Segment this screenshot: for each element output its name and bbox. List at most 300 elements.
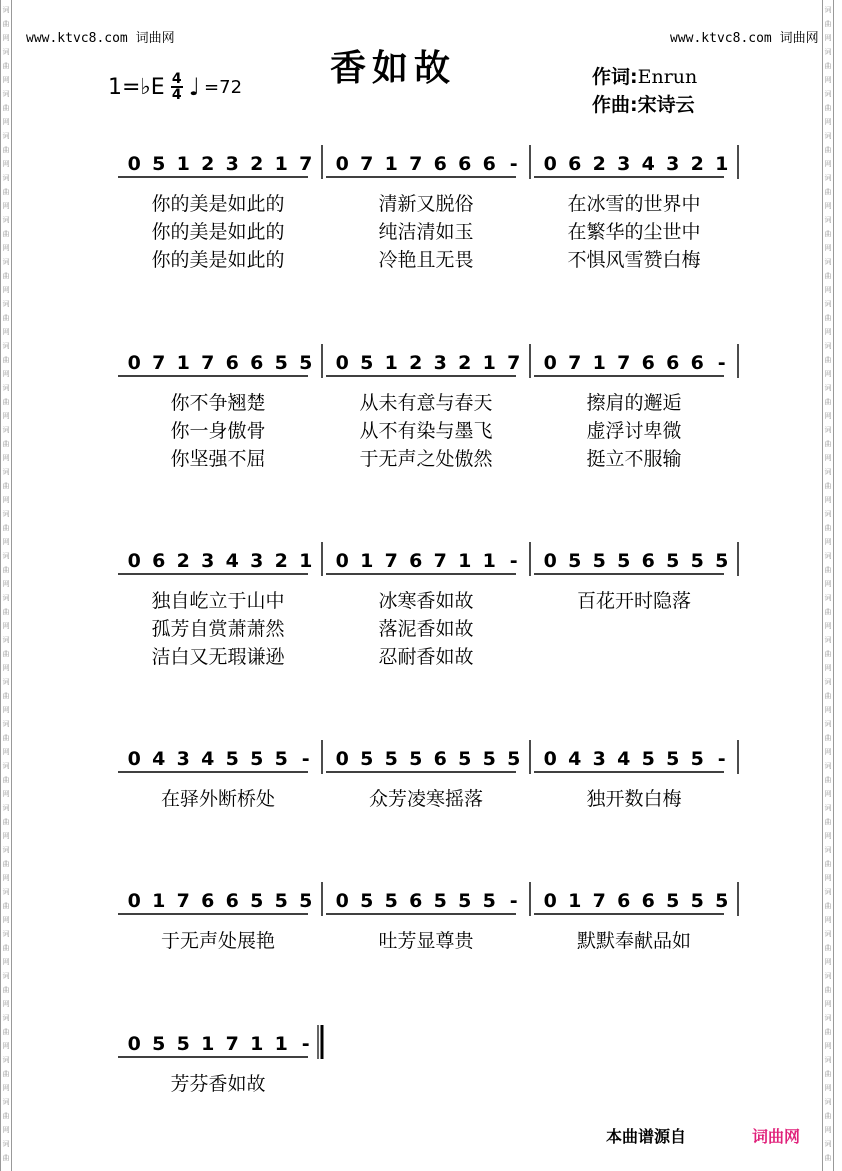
note: 6 bbox=[482, 153, 496, 175]
note: 5 bbox=[482, 890, 496, 912]
lyric-line: 你的美是如此的 bbox=[151, 221, 285, 243]
lyric-line: 在繁华的尘世中 bbox=[567, 221, 701, 243]
lyric-line: 虚浮讨卑微 bbox=[586, 420, 682, 442]
lyric-line: 挺立不服输 bbox=[586, 448, 682, 470]
note: 0 bbox=[127, 352, 141, 374]
watermark-char: 词 bbox=[2, 846, 10, 854]
note: 5 bbox=[250, 890, 264, 912]
watermark-char: 词 bbox=[2, 804, 10, 812]
note: 1 bbox=[299, 550, 313, 572]
watermark-char: 曲 bbox=[2, 482, 10, 490]
note: 5 bbox=[384, 890, 398, 912]
watermark-char: 网 bbox=[824, 706, 832, 714]
watermark-char: 曲 bbox=[824, 1028, 832, 1036]
watermark-char: 网 bbox=[824, 202, 832, 210]
watermark-char: 网 bbox=[824, 748, 832, 756]
watermark-char: 词 bbox=[824, 1098, 832, 1106]
watermark-char: 词 bbox=[824, 636, 832, 644]
watermark-char: 曲 bbox=[824, 944, 832, 952]
note: 2 bbox=[690, 153, 704, 175]
note: 1 bbox=[274, 1033, 288, 1055]
lyricist-label: 作词: bbox=[592, 66, 638, 88]
watermark-char: 词 bbox=[824, 132, 832, 140]
watermark-char: 曲 bbox=[2, 650, 10, 658]
watermark-char: 网 bbox=[2, 664, 10, 672]
tempo-value: =72 bbox=[204, 76, 243, 98]
watermark-char: 曲 bbox=[824, 440, 832, 448]
watermark-char: 曲 bbox=[824, 188, 832, 196]
watermark-char: 网 bbox=[824, 412, 832, 420]
note: 5 bbox=[458, 890, 472, 912]
note: 0 bbox=[127, 748, 141, 770]
watermark-char: 词 bbox=[824, 90, 832, 98]
note: 1 bbox=[458, 550, 472, 572]
watermark-char: 词 bbox=[2, 972, 10, 980]
watermark-char: 网 bbox=[824, 538, 832, 546]
watermark-char: 曲 bbox=[824, 356, 832, 364]
note: 6 bbox=[409, 550, 423, 572]
note: 5 bbox=[715, 550, 729, 572]
note: 1 bbox=[176, 153, 190, 175]
note: 4 bbox=[568, 748, 582, 770]
watermark-char: 网 bbox=[2, 832, 10, 840]
note: 5 bbox=[360, 890, 374, 912]
lyric-line: 独自屹立于山中 bbox=[151, 590, 285, 612]
site-url-right[interactable]: www.ktvc8.com 词曲网 bbox=[670, 31, 819, 46]
lyric-line: 你的美是如此的 bbox=[151, 249, 285, 271]
watermark-char: 词 bbox=[2, 90, 10, 98]
watermark-char: 词 bbox=[824, 972, 832, 980]
watermark-char: 网 bbox=[824, 958, 832, 966]
watermark-char: 词 bbox=[824, 1140, 832, 1148]
lyric-line: 你的美是如此的 bbox=[151, 193, 285, 215]
note: 2 bbox=[176, 550, 190, 572]
watermark-char: 词 bbox=[2, 342, 10, 350]
note: 5 bbox=[225, 748, 239, 770]
watermark-char: 曲 bbox=[2, 104, 10, 112]
lyric-line: 众芳凌寒摇落 bbox=[368, 788, 484, 810]
lyricist-name: Enrun bbox=[637, 66, 698, 88]
lyric-line: 不惧风雪赞白梅 bbox=[567, 249, 701, 271]
watermark-char: 网 bbox=[2, 202, 10, 210]
watermark-char: 曲 bbox=[824, 902, 832, 910]
composer-label: 作曲: bbox=[592, 94, 638, 116]
note: 1 bbox=[360, 550, 374, 572]
lyric-line: 百花开时隐落 bbox=[576, 590, 692, 612]
watermark-char: 曲 bbox=[2, 1070, 10, 1078]
watermark-char: 词 bbox=[824, 48, 832, 56]
lyric-line: 孤芳自赏萧萧然 bbox=[151, 618, 285, 640]
watermark-char: 曲 bbox=[2, 566, 10, 574]
watermark-char: 词 bbox=[2, 174, 10, 182]
note: 6 bbox=[409, 890, 423, 912]
note: 2 bbox=[250, 153, 264, 175]
lyric-line: 洁白又无瑕谦逊 bbox=[151, 646, 285, 668]
note: 1 bbox=[176, 352, 190, 374]
note: 4 bbox=[617, 748, 631, 770]
watermark-char: 曲 bbox=[2, 20, 10, 28]
note: 5 bbox=[274, 352, 288, 374]
watermark-char: 网 bbox=[824, 118, 832, 126]
note: 3 bbox=[666, 153, 680, 175]
note: - bbox=[717, 352, 726, 374]
note: 0 bbox=[543, 153, 557, 175]
note: - bbox=[301, 748, 310, 770]
lyric-line: 在驿外断桥处 bbox=[160, 788, 276, 810]
watermark-char: 网 bbox=[2, 34, 10, 42]
site-url-left[interactable]: www.ktvc8.com 词曲网 bbox=[26, 31, 175, 46]
note: 6 bbox=[568, 153, 582, 175]
note: 4 bbox=[641, 153, 655, 175]
note: 7 bbox=[592, 890, 606, 912]
watermark-char: 曲 bbox=[824, 482, 832, 490]
watermark-char: 曲 bbox=[2, 902, 10, 910]
watermark-char: 词 bbox=[2, 426, 10, 434]
watermark-char: 词 bbox=[2, 720, 10, 728]
note: 5 bbox=[384, 748, 398, 770]
note: 5 bbox=[152, 153, 166, 175]
watermark-char: 网 bbox=[824, 622, 832, 630]
note: 6 bbox=[225, 890, 239, 912]
note: 5 bbox=[690, 890, 704, 912]
note: 1 bbox=[274, 153, 288, 175]
watermark-char: 词 bbox=[2, 132, 10, 140]
note: 7 bbox=[225, 1033, 239, 1055]
watermark-char: 词 bbox=[824, 216, 832, 224]
watermark-char: 网 bbox=[824, 1042, 832, 1050]
note: 7 bbox=[176, 890, 190, 912]
watermark-char: 网 bbox=[2, 538, 10, 546]
watermark-char: 曲 bbox=[2, 230, 10, 238]
lyric-line: 清新又脱俗 bbox=[378, 193, 474, 215]
note: 6 bbox=[641, 890, 655, 912]
watermark-char: 词 bbox=[824, 1056, 832, 1064]
watermark-char: 词 bbox=[2, 6, 10, 14]
watermark-char: 曲 bbox=[824, 734, 832, 742]
note: 7 bbox=[568, 352, 582, 374]
note: 5 bbox=[617, 550, 631, 572]
watermark-char: 词 bbox=[824, 510, 832, 518]
note: 0 bbox=[127, 890, 141, 912]
watermark-char: 词 bbox=[2, 594, 10, 602]
watermark-char: 网 bbox=[2, 118, 10, 126]
watermark-char: 曲 bbox=[2, 1028, 10, 1036]
watermark-char: 词 bbox=[824, 258, 832, 266]
watermark-char: 词 bbox=[2, 762, 10, 770]
note: 0 bbox=[543, 890, 557, 912]
watermark-char: 曲 bbox=[824, 20, 832, 28]
watermark-char: 网 bbox=[2, 1042, 10, 1050]
watermark-char: 词 bbox=[2, 1056, 10, 1064]
note: 4 bbox=[225, 550, 239, 572]
watermark-char: 网 bbox=[824, 1084, 832, 1092]
note: 5 bbox=[299, 352, 313, 374]
lyric-line: 忍耐香如故 bbox=[378, 646, 474, 668]
watermark-char: 曲 bbox=[2, 188, 10, 196]
note: - bbox=[509, 153, 518, 175]
note: 1 bbox=[568, 890, 582, 912]
lyric-line: 于无声之处傲然 bbox=[359, 448, 493, 470]
note: 5 bbox=[152, 1033, 166, 1055]
watermark-char: 网 bbox=[2, 328, 10, 336]
watermark-char: 曲 bbox=[2, 1112, 10, 1120]
watermark-char: 网 bbox=[2, 958, 10, 966]
note: - bbox=[301, 1033, 310, 1055]
note: 7 bbox=[507, 352, 521, 374]
watermark-char: 网 bbox=[824, 832, 832, 840]
note: 5 bbox=[274, 890, 288, 912]
note: 0 bbox=[335, 748, 349, 770]
watermark-char: 词 bbox=[824, 678, 832, 686]
note: 3 bbox=[176, 748, 190, 770]
watermark-char: 曲 bbox=[2, 608, 10, 616]
watermark-char: 曲 bbox=[824, 986, 832, 994]
watermark-char: 词 bbox=[824, 300, 832, 308]
note: 3 bbox=[617, 153, 631, 175]
watermark-char: 词 bbox=[824, 342, 832, 350]
watermark-char: 曲 bbox=[824, 860, 832, 868]
watermark-char: 词 bbox=[2, 678, 10, 686]
watermark-char: 词 bbox=[824, 174, 832, 182]
note: 5 bbox=[482, 748, 496, 770]
note: 1 bbox=[482, 550, 496, 572]
lyric-line: 冷艳且无畏 bbox=[378, 249, 474, 271]
watermark-char: 词 bbox=[2, 1140, 10, 1148]
watermark-char: 词 bbox=[2, 216, 10, 224]
watermark-char: 曲 bbox=[824, 398, 832, 406]
note: 5 bbox=[176, 1033, 190, 1055]
watermark-char: 词 bbox=[2, 384, 10, 392]
note: 7 bbox=[152, 352, 166, 374]
quarter-note-icon: ♩ bbox=[188, 73, 201, 101]
watermark-char: 词 bbox=[2, 48, 10, 56]
watermark-char: 网 bbox=[2, 412, 10, 420]
note: 0 bbox=[335, 153, 349, 175]
note: 0 bbox=[127, 550, 141, 572]
watermark-char: 网 bbox=[824, 916, 832, 924]
note: 6 bbox=[152, 550, 166, 572]
note: 2 bbox=[274, 550, 288, 572]
note: 5 bbox=[433, 890, 447, 912]
note: 6 bbox=[666, 352, 680, 374]
watermark-char: 曲 bbox=[2, 860, 10, 868]
watermark-char: 网 bbox=[2, 370, 10, 378]
lyric-line: 于无声处展艳 bbox=[160, 930, 276, 952]
lyric-line: 擦肩的邂逅 bbox=[586, 392, 682, 414]
note: 1 bbox=[201, 1033, 215, 1055]
watermark-char: 词 bbox=[2, 1014, 10, 1022]
watermark-char: 词 bbox=[824, 552, 832, 560]
watermark-char: 网 bbox=[2, 160, 10, 168]
note: 4 bbox=[201, 748, 215, 770]
watermark-char: 网 bbox=[824, 454, 832, 462]
note: 6 bbox=[458, 153, 472, 175]
note: 1 bbox=[715, 153, 729, 175]
watermark-char: 曲 bbox=[2, 944, 10, 952]
note: 7 bbox=[433, 550, 447, 572]
note: 5 bbox=[360, 352, 374, 374]
note: 0 bbox=[127, 1033, 141, 1055]
note: 0 bbox=[127, 153, 141, 175]
watermark-char: 网 bbox=[824, 874, 832, 882]
note: 0 bbox=[335, 352, 349, 374]
note: 5 bbox=[592, 550, 606, 572]
watermark-char: 曲 bbox=[824, 818, 832, 826]
watermark-char: 词 bbox=[2, 258, 10, 266]
note: 7 bbox=[409, 153, 423, 175]
note: 0 bbox=[543, 352, 557, 374]
watermark-char: 曲 bbox=[2, 524, 10, 532]
watermark-char: 网 bbox=[2, 622, 10, 630]
watermark-char: 曲 bbox=[824, 1112, 832, 1120]
note: 0 bbox=[543, 748, 557, 770]
note: 3 bbox=[201, 550, 215, 572]
watermark-char: 曲 bbox=[824, 1070, 832, 1078]
watermark-char: 网 bbox=[824, 496, 832, 504]
note: 6 bbox=[617, 890, 631, 912]
lyric-line: 冰寒香如故 bbox=[378, 590, 474, 612]
watermark-char: 词 bbox=[2, 888, 10, 896]
lyric-line: 芳芬香如故 bbox=[170, 1073, 266, 1095]
note: 3 bbox=[225, 153, 239, 175]
watermark-char: 曲 bbox=[2, 314, 10, 322]
lyric-line: 落泥香如故 bbox=[378, 618, 474, 640]
song-title: 香如故 bbox=[330, 47, 457, 89]
note: 5 bbox=[666, 748, 680, 770]
watermark-char: 网 bbox=[2, 1126, 10, 1134]
note: 5 bbox=[690, 748, 704, 770]
watermark-char: 曲 bbox=[2, 776, 10, 784]
note: 5 bbox=[666, 890, 680, 912]
watermark-char: 词 bbox=[824, 846, 832, 854]
watermark-char: 网 bbox=[2, 244, 10, 252]
watermark-char: 词 bbox=[824, 594, 832, 602]
lyric-line: 独开数白梅 bbox=[586, 788, 682, 810]
watermark-char: 网 bbox=[824, 1000, 832, 1008]
watermark-char: 网 bbox=[2, 790, 10, 798]
watermark-char: 词 bbox=[2, 510, 10, 518]
watermark-char: 曲 bbox=[2, 398, 10, 406]
note: 2 bbox=[409, 352, 423, 374]
watermark-char: 曲 bbox=[824, 62, 832, 70]
source-label: 本曲谱源自 bbox=[606, 1127, 687, 1146]
note: 5 bbox=[690, 550, 704, 572]
watermark-char: 网 bbox=[2, 874, 10, 882]
note: - bbox=[717, 748, 726, 770]
watermark-char: 网 bbox=[824, 34, 832, 42]
note: 5 bbox=[409, 748, 423, 770]
note: 0 bbox=[335, 890, 349, 912]
lyric-line: 吐芳显尊贵 bbox=[378, 930, 474, 952]
watermark-char: 曲 bbox=[824, 314, 832, 322]
watermark-char: 曲 bbox=[824, 524, 832, 532]
watermark-char: 网 bbox=[824, 790, 832, 798]
note: 2 bbox=[592, 153, 606, 175]
note: 6 bbox=[641, 550, 655, 572]
watermark-char: 网 bbox=[824, 160, 832, 168]
watermark-char: 词 bbox=[2, 930, 10, 938]
watermark-char: 曲 bbox=[2, 272, 10, 280]
watermark-char: 网 bbox=[2, 706, 10, 714]
watermark-char: 网 bbox=[2, 1084, 10, 1092]
watermark-char: 网 bbox=[2, 580, 10, 588]
key-label: 1=♭E bbox=[108, 74, 165, 100]
watermark-char: 曲 bbox=[2, 356, 10, 364]
note: 3 bbox=[250, 550, 264, 572]
watermark-char: 网 bbox=[2, 916, 10, 924]
watermark-char: 曲 bbox=[824, 776, 832, 784]
note: 1 bbox=[592, 352, 606, 374]
note: 5 bbox=[360, 748, 374, 770]
time-signature-top: 4 bbox=[171, 71, 182, 87]
watermark-char: 词 bbox=[824, 762, 832, 770]
note: 1 bbox=[250, 1033, 264, 1055]
note: 3 bbox=[433, 352, 447, 374]
watermark-char: 词 bbox=[824, 930, 832, 938]
note: 5 bbox=[507, 748, 521, 770]
note: 6 bbox=[250, 352, 264, 374]
watermark-char: 词 bbox=[2, 1098, 10, 1106]
note: 7 bbox=[617, 352, 631, 374]
watermark-char: 词 bbox=[824, 888, 832, 896]
lyric-line: 从不有染与墨飞 bbox=[359, 420, 493, 442]
watermark-char: 曲 bbox=[824, 566, 832, 574]
lyric-line: 在冰雪的世界中 bbox=[567, 193, 701, 215]
note: 5 bbox=[715, 890, 729, 912]
watermark-char: 网 bbox=[824, 580, 832, 588]
note: 2 bbox=[458, 352, 472, 374]
watermark-char: 曲 bbox=[2, 1154, 10, 1162]
watermark-char: 曲 bbox=[2, 62, 10, 70]
brand-name[interactable]: 词曲网 bbox=[752, 1127, 801, 1146]
watermark-char: 网 bbox=[824, 286, 832, 294]
note: 4 bbox=[152, 748, 166, 770]
watermark-char: 词 bbox=[2, 552, 10, 560]
time-signature-bottom: 4 bbox=[171, 87, 182, 103]
watermark-char: 词 bbox=[824, 804, 832, 812]
watermark-char: 曲 bbox=[2, 146, 10, 154]
watermark-char: 词 bbox=[824, 720, 832, 728]
watermark-char: 网 bbox=[824, 370, 832, 378]
note: 5 bbox=[641, 748, 655, 770]
note: 5 bbox=[458, 748, 472, 770]
note: 6 bbox=[201, 890, 215, 912]
lyric-line: 纯洁清如玉 bbox=[378, 221, 474, 243]
watermark-char: 网 bbox=[2, 454, 10, 462]
note: 1 bbox=[384, 352, 398, 374]
watermark-char: 词 bbox=[824, 384, 832, 392]
note: 1 bbox=[152, 890, 166, 912]
watermark-char: 网 bbox=[2, 748, 10, 756]
note: 0 bbox=[335, 550, 349, 572]
watermark-char: 网 bbox=[2, 1000, 10, 1008]
watermark-char: 词 bbox=[824, 1014, 832, 1022]
note: 3 bbox=[592, 748, 606, 770]
lyric-line: 你坚强不屈 bbox=[170, 448, 266, 470]
lyric-line: 你不争翘楚 bbox=[170, 392, 266, 414]
watermark-char: 曲 bbox=[824, 650, 832, 658]
watermark-char: 词 bbox=[2, 636, 10, 644]
watermark-char: 曲 bbox=[824, 146, 832, 154]
watermark-char: 曲 bbox=[824, 608, 832, 616]
note: 2 bbox=[201, 153, 215, 175]
note: 7 bbox=[299, 153, 313, 175]
watermark-char: 网 bbox=[2, 76, 10, 84]
lyric-line: 从未有意与春天 bbox=[359, 392, 493, 414]
note: 1 bbox=[384, 153, 398, 175]
note: 7 bbox=[384, 550, 398, 572]
watermark-char: 曲 bbox=[2, 986, 10, 994]
